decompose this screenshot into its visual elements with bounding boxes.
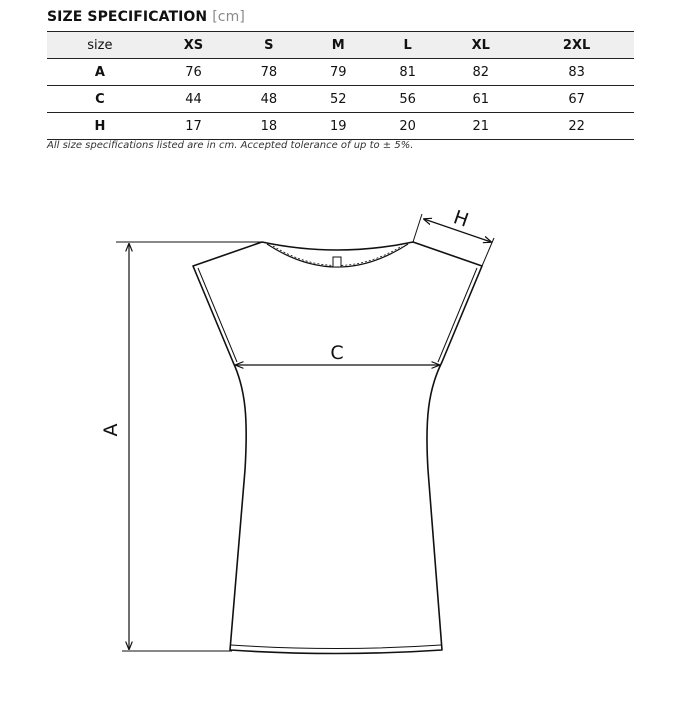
- table-cell: 83: [519, 59, 634, 86]
- label-a: A: [100, 423, 122, 437]
- neck-label-icon: [333, 257, 341, 267]
- table-cell: 22: [519, 113, 634, 140]
- table-cell: 19: [304, 113, 373, 140]
- table-cell: 48: [234, 86, 303, 113]
- row-label: A: [47, 59, 153, 86]
- table-cell: 61: [442, 86, 519, 113]
- header-2xl: 2XL: [519, 32, 634, 59]
- table-cell: 76: [153, 59, 234, 86]
- table-cell: 81: [373, 59, 442, 86]
- table-cell: 21: [442, 113, 519, 140]
- dress-outline: [193, 242, 482, 654]
- table-cell: 17: [153, 113, 234, 140]
- table-cell: 82: [442, 59, 519, 86]
- label-c: C: [330, 342, 344, 364]
- header-xl: XL: [442, 32, 519, 59]
- header-size: size: [47, 32, 153, 59]
- table-cell: 44: [153, 86, 234, 113]
- title-unit: [cm]: [212, 9, 245, 25]
- title-main: SIZE SPECIFICATION: [47, 9, 208, 25]
- measure-h-guide-right: [482, 238, 494, 266]
- header-m: M: [304, 32, 373, 59]
- measure-h-guide-left: [413, 214, 422, 242]
- header-l: L: [373, 32, 442, 59]
- table-cell: 20: [373, 113, 442, 140]
- table-cell: 78: [234, 59, 303, 86]
- table-cell: 79: [304, 59, 373, 86]
- header-s: S: [234, 32, 303, 59]
- table-cell: 52: [304, 86, 373, 113]
- row-label: C: [47, 86, 153, 113]
- table-cell: 18: [234, 113, 303, 140]
- label-h: H: [450, 206, 472, 232]
- tolerance-note: All size specifications listed are in cm. Accepted tolerance of up to ± 5%.: [47, 140, 414, 151]
- row-label: H: [47, 113, 153, 140]
- table-cell: 67: [519, 86, 634, 113]
- table-cell: 56: [373, 86, 442, 113]
- header-xs: XS: [153, 32, 234, 59]
